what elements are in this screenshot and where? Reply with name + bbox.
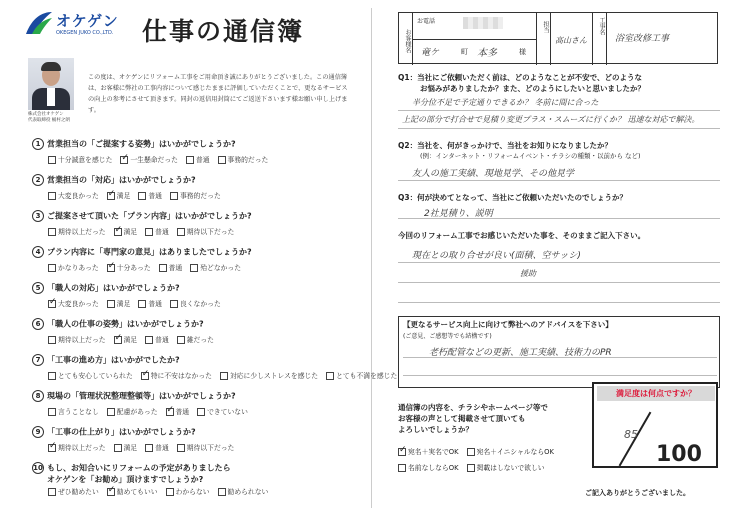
rq-impression: 今回のリフォーム工事でお感じいただいた事を、そのままご記入下さい。 <box>398 231 646 240</box>
question-7 <box>32 354 180 366</box>
option-item[interactable] <box>177 226 235 236</box>
option-label: 配慮があった <box>116 408 158 416</box>
question-number: 3 <box>32 210 44 222</box>
question-8 <box>32 390 236 402</box>
question-6 <box>32 318 204 330</box>
option-item[interactable] <box>159 262 183 272</box>
option-item[interactable] <box>48 406 99 416</box>
question-options <box>48 226 242 236</box>
checkbox[interactable] <box>177 336 185 344</box>
impression-answer-2: 援助 <box>520 269 536 278</box>
option-label: 満足 <box>116 300 131 308</box>
checkbox[interactable] <box>48 488 56 496</box>
option-label: 掲載はしないで欲しい <box>476 464 545 472</box>
option-item[interactable] <box>170 298 221 308</box>
question-text: 「工事の仕上がり」はいかがでしょうか? <box>47 427 196 437</box>
checkbox[interactable] <box>398 464 406 472</box>
option-item[interactable] <box>107 406 158 416</box>
option-label: 期待以上だった <box>58 444 106 452</box>
checkbox[interactable] <box>190 264 198 272</box>
checkbox[interactable] <box>145 336 153 344</box>
option-item[interactable] <box>48 298 99 308</box>
option-item[interactable] <box>145 442 169 452</box>
option-label: 名前なしならOK <box>408 464 459 472</box>
option-label: 満足 <box>123 336 138 344</box>
option-item[interactable] <box>166 486 210 496</box>
impression-answer-1: 現在との取り合せが良い(面積、空サッシ) <box>412 251 581 261</box>
redacted-phone <box>463 17 503 29</box>
checkbox[interactable] <box>48 156 56 164</box>
checkbox[interactable] <box>48 192 56 200</box>
option-label: 満足 <box>123 228 138 236</box>
logo-mark-icon <box>22 8 56 38</box>
option-label: 対応に少しストレスを感じた <box>229 372 319 380</box>
option-label: わからない <box>175 488 210 496</box>
checkbox[interactable] <box>166 408 174 416</box>
checkbox[interactable] <box>138 192 146 200</box>
question-options <box>48 262 249 272</box>
option-label: 普通 <box>155 228 169 236</box>
option-item[interactable] <box>467 446 554 456</box>
brand-sub: OKEGEN JUKO CO.,LTD. <box>56 30 114 36</box>
checkbox[interactable] <box>145 444 153 452</box>
checkbox[interactable] <box>107 300 115 308</box>
option-item[interactable] <box>138 298 162 308</box>
checkbox[interactable] <box>467 464 475 472</box>
checkbox[interactable] <box>186 156 194 164</box>
option-label: 期待以下だった <box>186 228 235 236</box>
checkbox[interactable] <box>220 372 228 380</box>
checkbox[interactable] <box>114 228 122 236</box>
score-max: 100 <box>656 442 702 467</box>
checkbox[interactable] <box>170 192 178 200</box>
option-label: 言うことなし <box>58 408 99 416</box>
president-photo <box>28 58 74 110</box>
option-item[interactable] <box>145 334 169 344</box>
checkbox[interactable] <box>141 372 149 380</box>
advice-answer: 老朽配管などの更新、施工実績、技術力のPR <box>429 348 612 358</box>
option-label: 普通 <box>148 192 162 200</box>
checkbox[interactable] <box>177 444 185 452</box>
option-label: 十分あった <box>116 264 151 272</box>
question-text: ご提案させて頂いた「プラン内容」はいかがでしょうか? <box>47 211 252 221</box>
checkbox[interactable] <box>48 372 56 380</box>
question-text: 「職人の仕事の姿勢」はいかがでしょうか? <box>47 319 204 329</box>
checkbox[interactable] <box>326 372 334 380</box>
rq-1: Q1：当社にご依頼いただく前は、どのようなことが不安で、どのような お悩みがありましたか？また、どのようにしたいと思いましたか？ <box>398 73 645 93</box>
question-options <box>48 370 405 380</box>
option-item[interactable] <box>398 462 459 472</box>
option-item[interactable] <box>114 442 138 452</box>
checkbox[interactable] <box>159 264 167 272</box>
question-text: 現場の「管理状況整理整頓等」はいかがでしょうか? <box>47 391 236 401</box>
checkbox[interactable] <box>48 300 56 308</box>
checkbox[interactable] <box>48 336 56 344</box>
option-label: 一生懸命だった <box>130 156 178 164</box>
publish-options-row2 <box>398 462 553 472</box>
checkbox[interactable] <box>107 192 115 200</box>
option-item[interactable] <box>48 262 99 272</box>
page-title: 仕事の通信簿 <box>142 17 305 46</box>
option-label: 満足 <box>123 444 138 452</box>
checkbox[interactable] <box>48 264 56 272</box>
rq1-answer-2: 上記の部分で打合せで見積り変更プラス・スムーズに行くか？ 迅速な対応で解決。 <box>402 115 700 124</box>
option-label: ぜひ勧めたい <box>58 488 99 496</box>
work-cell: 浴室改修工事 <box>615 34 670 44</box>
rq1-answer-1: 半分位不足で予定通りできるか？ 冬前に間に合った <box>412 98 599 107</box>
checkbox[interactable] <box>114 336 122 344</box>
option-item[interactable] <box>107 486 158 496</box>
question-2 <box>32 174 196 186</box>
question-number: 7 <box>32 354 44 366</box>
option-label: 宛名＋イニシャルならOK <box>476 448 554 456</box>
option-item[interactable] <box>138 190 162 200</box>
publish-question: 通信簿の内容を、チラシやホームページ等で お客様の声として掲載させて頂いても よろしいでしょうか？ <box>398 403 548 434</box>
question-9 <box>32 426 196 438</box>
checkbox[interactable] <box>145 228 153 236</box>
option-label: 宛名＋実名でOK <box>408 448 459 456</box>
option-item[interactable] <box>190 262 241 272</box>
q10-options <box>48 486 276 496</box>
option-label: かなりあった <box>58 264 99 272</box>
question-text: プラン内容に「専門家の意見」はありましたでしょうか? <box>47 247 252 257</box>
option-item[interactable] <box>141 370 212 380</box>
option-item[interactable] <box>218 154 269 164</box>
option-item[interactable] <box>48 370 133 380</box>
checkbox[interactable] <box>138 300 146 308</box>
staff-label: 担当 <box>537 13 551 65</box>
customer-label: お客様名 <box>399 13 413 65</box>
option-label: 普通 <box>148 300 162 308</box>
checkbox[interactable] <box>48 408 56 416</box>
thanks-text: ご記入ありがとうございました。 <box>585 489 690 497</box>
option-label: 十分誠意を感じた <box>58 156 113 164</box>
option-item[interactable] <box>48 154 112 164</box>
option-item[interactable] <box>467 462 545 472</box>
option-label: とても安心していられた <box>58 372 133 380</box>
option-label: 良くなかった <box>179 300 221 308</box>
rq2-answer: 友人の施工実績、現地見学、その他見学 <box>412 169 575 179</box>
customer-cell: お電話 竜ケ 町 本多 様 <box>413 13 537 65</box>
question-options <box>48 442 242 452</box>
option-item[interactable] <box>166 406 190 416</box>
checkbox[interactable] <box>467 448 475 456</box>
option-item[interactable] <box>177 334 214 344</box>
option-item[interactable] <box>107 190 131 200</box>
checkbox[interactable] <box>107 408 115 416</box>
option-item[interactable] <box>48 190 99 200</box>
publish-options-row1 <box>398 446 562 456</box>
option-label: 普通 <box>155 444 169 452</box>
work-label: 工事名 <box>593 13 607 65</box>
rq3-answer: 2社見積り、説明 <box>424 209 493 219</box>
question-number: 5 <box>32 282 44 294</box>
checkbox[interactable] <box>107 488 115 496</box>
option-label: 大変良かった <box>58 192 99 200</box>
question-number: 1 <box>32 138 44 150</box>
option-item[interactable] <box>145 226 169 236</box>
checkbox[interactable] <box>166 488 174 496</box>
question-number: 10 <box>33 464 43 472</box>
checkbox[interactable] <box>197 408 205 416</box>
option-item[interactable] <box>326 370 397 380</box>
question-number: 8 <box>32 390 44 402</box>
question-text: 営業担当の「ご提案する姿勢」はいかがでしょうか? <box>47 139 236 149</box>
option-item[interactable] <box>218 486 269 496</box>
option-item[interactable] <box>398 446 459 456</box>
staff-cell: 高山さん <box>551 13 593 65</box>
option-label: とても不満を感じた <box>336 372 398 380</box>
checkbox[interactable] <box>170 300 178 308</box>
option-label: 大変良かった <box>58 300 99 308</box>
score-box: 満足度は何点ですか？ 85 100 <box>592 382 718 468</box>
option-label: 普通 <box>168 264 183 272</box>
option-item[interactable] <box>48 442 106 452</box>
option-label: 事務的だった <box>227 156 269 164</box>
advice-box: 【更なるサービス向上に向けて弊社へのアドバイスを下さい】 (ご意見、ご感想等でも結構です) 老朽配管などの更新、施工実績、技術力のPR <box>398 316 720 388</box>
option-label: 期待以上だった <box>58 336 106 344</box>
option-item[interactable] <box>197 406 248 416</box>
option-item[interactable] <box>114 334 138 344</box>
question-text: 営業担当の「対応」はいかがでしょうか? <box>47 175 196 185</box>
option-item[interactable] <box>186 154 210 164</box>
option-item[interactable] <box>48 334 106 344</box>
checkbox[interactable] <box>398 448 406 456</box>
option-label: 期待以上だった <box>58 228 106 236</box>
option-label: できていない <box>207 408 248 416</box>
score-value: 85 <box>624 428 638 441</box>
question-number: 6 <box>32 318 44 330</box>
checkbox[interactable] <box>218 156 226 164</box>
question-options <box>48 406 256 416</box>
option-item[interactable] <box>107 298 131 308</box>
question-options <box>48 190 229 200</box>
option-label: 事務的だった <box>179 192 221 200</box>
option-item[interactable] <box>107 262 151 272</box>
customer-table <box>398 12 718 64</box>
option-label: 殆どなかった <box>200 264 242 272</box>
rq-3: Q3：何が決めてとなって、当社にご依頼いただいたのでしょうか？ <box>398 193 627 202</box>
question-options <box>48 154 276 164</box>
option-label: 雑だった <box>186 336 214 344</box>
checkbox[interactable] <box>177 228 185 236</box>
center-divider <box>371 8 372 508</box>
question-number: 2 <box>32 174 44 186</box>
question-4 <box>32 246 252 258</box>
option-label: 特に不安はなかった <box>150 372 212 380</box>
question-10: 10 もし、お知合いにリフォームの予定がありましたら オケゲンを「お勧め」頂けますでしょうか? <box>33 463 231 484</box>
question-1 <box>32 138 236 150</box>
option-label: 普通 <box>195 156 210 164</box>
option-item[interactable] <box>170 190 221 200</box>
option-item[interactable] <box>120 154 178 164</box>
question-number: 4 <box>32 246 44 258</box>
option-label: 普通 <box>155 336 169 344</box>
option-label: 普通 <box>175 408 190 416</box>
option-item[interactable] <box>114 226 138 236</box>
rq-2: Q2：当社を、何がきっかけで、当社をお知りになりましたか？ (例：インターネット・リフォームイベント・チラシの種類・以前から など) <box>398 141 641 160</box>
checkbox[interactable] <box>114 444 122 452</box>
president-caption: 株式会社オケゲン 代表取締役 桶村之朗 <box>28 112 70 123</box>
checkbox[interactable] <box>120 156 128 164</box>
question-options <box>48 334 222 344</box>
intro-text: この度は、オケゲンにリフォーム工事をご用命頂き誠にありがとうございました。この通信簿は、お客様に弊社の工事内容について感じたままに評価していただくことで、更なるサービスの向上の参考にさせて頂きます。同封の返信用封筒にてご返送下さいます様お願い申し上げます。 <box>88 74 348 114</box>
brand-name: オケゲン <box>56 12 119 30</box>
option-item[interactable] <box>48 486 99 496</box>
question-3 <box>32 210 252 222</box>
checkbox[interactable] <box>48 444 56 452</box>
question-text: 「職人の対応」はいかがでしょうか? <box>47 283 180 293</box>
question-text: 「工事の進め方」はいかがでしたか? <box>47 355 180 365</box>
option-item[interactable] <box>220 370 318 380</box>
company-logo <box>22 8 132 44</box>
option-label: 勧めてもいい <box>116 488 158 496</box>
option-label: 期待以下だった <box>186 444 235 452</box>
option-label: 満足 <box>116 192 131 200</box>
checkbox[interactable] <box>48 228 56 236</box>
option-label: 勧められない <box>227 488 269 496</box>
checkbox[interactable] <box>107 264 115 272</box>
question-options <box>48 298 229 308</box>
checkbox[interactable] <box>218 488 226 496</box>
option-item[interactable] <box>48 226 106 236</box>
option-item[interactable] <box>177 442 235 452</box>
question-5 <box>32 282 180 294</box>
question-number: 9 <box>32 426 44 438</box>
